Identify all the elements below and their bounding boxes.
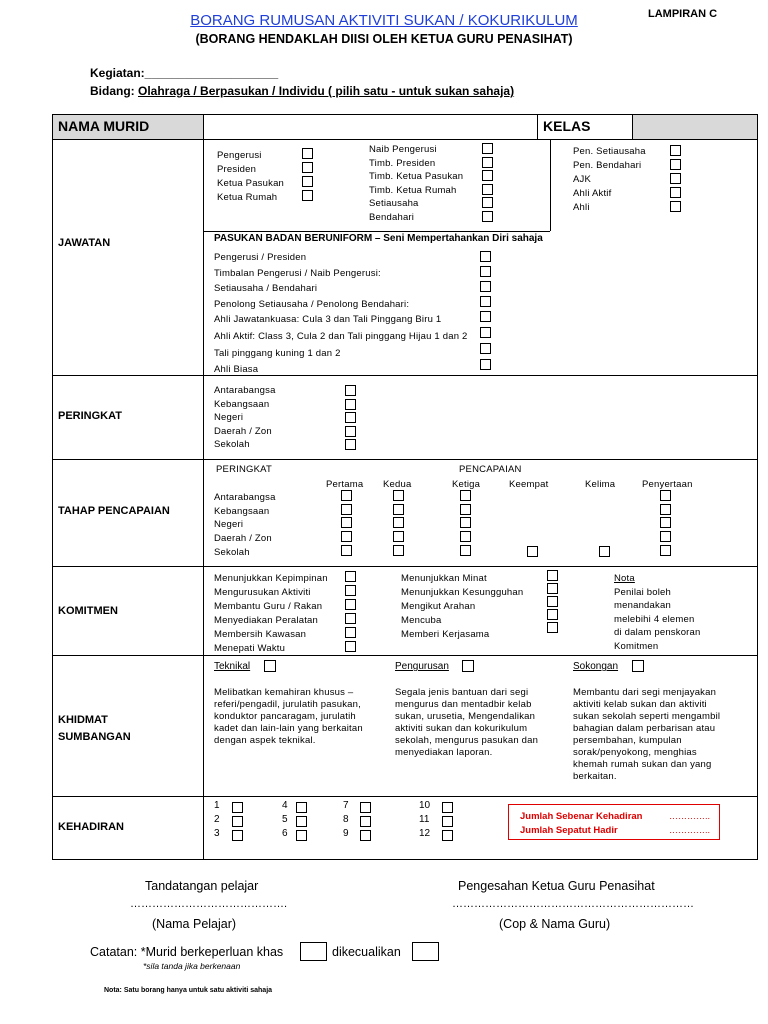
nama-murid-input[interactable] — [205, 116, 535, 137]
checkbox[interactable] — [482, 211, 493, 222]
nota-line: Penilai boleh — [614, 586, 672, 598]
peringkat-list — [214, 385, 276, 453]
komitmen-item: Menunjukkan Kepimpinan — [214, 573, 328, 584]
pengurusan-title: Pengurusan — [395, 661, 449, 672]
desc-line: referi/pengadil, jurulatih pasukan, — [214, 699, 361, 710]
checkbox[interactable] — [296, 816, 307, 827]
jawatan-col1-item: Pengerusi — [217, 150, 262, 161]
kehadiran-number: 8 — [343, 814, 349, 825]
checkbox[interactable] — [547, 596, 558, 607]
teknikal-desc — [214, 687, 363, 747]
kelas-label: KELAS — [543, 118, 591, 134]
pbb-item: Timbalan Pengerusi / Naib Pengerusi: — [214, 267, 381, 279]
col-ketiga: Ketiga — [452, 479, 481, 490]
sokongan-checkbox[interactable] — [632, 660, 644, 672]
kehadiran-number: 3 — [214, 828, 220, 839]
checkbox[interactable] — [480, 343, 491, 354]
nota-footer: Nota: Satu borang hanya untuk satu aktiviti sahaja — [104, 987, 273, 994]
kegiatan-field[interactable]: Kegiatan:____________________ — [90, 66, 279, 80]
col-keempat: Keempat — [509, 479, 549, 490]
desc-line: sukan sekolah seperti mengambil — [573, 711, 721, 722]
cop-nama-label: (Cop & Nama Guru) — [499, 917, 611, 931]
nota-title: Nota — [614, 573, 635, 584]
checkbox[interactable] — [482, 170, 493, 181]
khidmat-label-line2: SUMBANGAN — [58, 731, 131, 743]
checkbox[interactable] — [670, 187, 681, 198]
jawatan-col2-item: Timb. Presiden — [369, 157, 436, 169]
desc-line: kadet dan lain-lain yang berkaitan — [214, 723, 363, 734]
sokongan-title: Sokongan — [573, 661, 619, 672]
checkbox[interactable] — [345, 426, 356, 437]
jawatan-col1-item: Ketua Rumah — [217, 192, 278, 203]
pengurusan-checkbox[interactable] — [462, 660, 474, 672]
checkbox[interactable] — [460, 504, 471, 515]
form-title-text: BORANG RUMUSAN AKTIVITI SUKAN / KOKURIKULUM — [190, 12, 578, 29]
checkbox[interactable] — [393, 490, 404, 501]
checkbox[interactable] — [360, 802, 371, 813]
catatan-label: Catatan: *Murid berkeperluan khas — [90, 945, 284, 959]
checkbox[interactable] — [345, 399, 356, 410]
checkbox[interactable] — [393, 504, 404, 515]
tahap-item: Antarabangsa — [214, 492, 276, 503]
checkbox[interactable] — [480, 327, 491, 338]
sokongan-desc — [573, 687, 720, 783]
jumlah-box — [508, 804, 720, 840]
komitmen-item: Menepati Waktu — [214, 643, 286, 654]
peringkat-item: Antarabangsa — [214, 385, 276, 396]
checkbox[interactable] — [442, 830, 453, 841]
jawatan-col1-item: Presiden — [217, 164, 257, 175]
checkbox[interactable] — [670, 145, 681, 156]
checkbox[interactable] — [345, 613, 356, 624]
checkbox[interactable] — [480, 266, 491, 277]
checkbox[interactable] — [482, 197, 493, 208]
kehadiran-number: 10 — [419, 800, 431, 811]
checkbox[interactable] — [345, 627, 356, 638]
checkbox[interactable] — [393, 517, 404, 528]
checkbox[interactable] — [341, 490, 352, 501]
checkbox[interactable] — [480, 296, 491, 307]
pengurusan-desc — [395, 687, 538, 759]
pbb-item: Ahli Biasa — [214, 364, 259, 375]
checkbox[interactable] — [345, 385, 356, 396]
checkbox[interactable] — [547, 622, 558, 633]
checkbox[interactable] — [393, 545, 404, 556]
signature-line-pelajar[interactable]: ……………………………………. — [130, 898, 288, 910]
checkbox[interactable] — [480, 311, 491, 322]
pbb-item: Ahli Jawatankuasa: Cula 3 dan Tali Pinggang Biru 1 — [214, 314, 442, 325]
kehadiran-number: 12 — [419, 828, 431, 839]
pbb-list — [214, 252, 468, 379]
checkbox[interactable] — [345, 412, 356, 423]
kehadiran-number: 11 — [419, 814, 430, 825]
checkbox[interactable] — [360, 816, 371, 827]
checkbox[interactable] — [460, 531, 471, 542]
desc-line: bahagian dalam perbarisan atau — [573, 723, 716, 734]
tahap-label: TAHAP PENCAPAIAN — [58, 505, 170, 517]
col-kedua: Kedua — [383, 479, 412, 490]
pbb-item: Ahli Aktif: Class 3, Cula 2 dan Tali pinggang Hijau 1 dan 2 — [214, 331, 468, 342]
tahap-item: Sekolah — [214, 546, 250, 558]
col-pertama: Pertama — [326, 479, 364, 490]
jumlah-sepatut-label: Jumlah Sepatut Hadir — [520, 825, 618, 836]
komitmen-item: Memberi Kerjasama — [401, 629, 490, 640]
jawatan-col2-item: Naib Pengerusi — [369, 144, 437, 155]
checkbox[interactable] — [660, 517, 671, 528]
jawatan-col2-item: Bendahari — [369, 211, 415, 223]
pbb-item: Penolong Setiausaha / Penolong Bendahari: — [214, 298, 410, 310]
checkbox[interactable] — [232, 816, 243, 827]
tahap-list — [214, 492, 276, 560]
khidmat-label-line1: KHIDMAT — [58, 714, 108, 726]
tahap-item: Negeri — [214, 519, 244, 531]
nota-box — [614, 573, 701, 654]
jawatan-col3-item: Ahli Aktif — [573, 188, 612, 199]
kehadiran-number: 5 — [282, 814, 288, 825]
jawatan-label: JAWATAN — [58, 237, 111, 249]
peringkat-item: Sekolah — [214, 439, 250, 450]
bidang-label: Bidang: — [90, 84, 138, 98]
tahap-item: Daerah / Zon — [214, 533, 272, 545]
khidmat-label — [58, 712, 131, 746]
checkbox[interactable] — [670, 173, 681, 184]
desc-line: mengurus dan mentadbir kelab — [395, 699, 532, 710]
desc-line: aktiviti kelab sukan dan aktiviti — [573, 699, 707, 710]
checkbox[interactable] — [480, 359, 491, 370]
pbb-item: Tali pinggang kuning 1 dan 2 — [214, 348, 341, 359]
pbb-item: Setiausaha / Bendahari — [214, 283, 318, 294]
checkbox[interactable] — [547, 570, 558, 581]
kehadiran-number: 9 — [343, 828, 349, 839]
komitmen-item: Membersih Kawasan — [214, 629, 307, 640]
desc-line: sukan, urusetia, Mengendalikan — [395, 711, 536, 722]
checkbox[interactable] — [232, 830, 243, 841]
checkbox[interactable] — [345, 599, 356, 610]
komitmen-item: Mencuba — [401, 615, 442, 626]
checkbox[interactable] — [296, 830, 307, 841]
checkbox[interactable] — [460, 490, 471, 501]
desc-line: khemah rumah sukan dan yang — [573, 759, 712, 770]
checkbox[interactable] — [393, 531, 404, 542]
form-subtitle: (BORANG HENDAKLAH DIISI OLEH KETUA GURU PENASIHAT) — [195, 32, 573, 46]
kehadiran-number: 6 — [282, 828, 288, 839]
komitmen-item: Menunjukkan Kesungguhan — [401, 587, 524, 598]
checkbox[interactable] — [527, 546, 538, 557]
nota-line: menandakan — [614, 600, 671, 611]
checkbox[interactable] — [660, 531, 671, 542]
komitmen-item: Menunjukkan Minat — [401, 573, 487, 584]
bidang-field[interactable] — [90, 84, 514, 98]
nota-line: melebihi 4 elemen — [614, 613, 695, 625]
checkbox[interactable] — [547, 609, 558, 620]
checkbox[interactable] — [660, 504, 671, 515]
jawatan-col3-item: AJK — [573, 174, 592, 185]
checkbox[interactable] — [302, 190, 313, 201]
jawatan-col2-item: Timb. Ketua Pasukan — [369, 171, 464, 182]
checkbox[interactable] — [670, 159, 681, 170]
desc-line: Segala jenis bantuan dari segi — [395, 687, 529, 698]
komitmen-col2 — [401, 573, 523, 643]
komitmen-label: KOMITMEN — [58, 605, 118, 617]
komitmen-item: Mengurusukan Aktiviti — [214, 587, 311, 598]
jawatan-col2-item: Timb. Ketua Rumah — [369, 184, 457, 196]
checkbox[interactable] — [547, 583, 558, 594]
komitmen-item: Membantu Guru / Rakan — [214, 601, 323, 612]
checkbox[interactable] — [345, 585, 356, 596]
tahap-peringkat-header: PERINGKAT — [216, 464, 272, 475]
desc-line: menyediakan laporan. — [395, 747, 493, 758]
kehadiran-grid — [214, 800, 474, 844]
checkbox[interactable] — [341, 545, 352, 556]
pbb-title: PASUKAN BADAN BERUNIFORM – Seni Mempertahankan Diri sahaja — [214, 233, 543, 244]
tahap-pencapaian-header: PENCAPAIAN — [459, 464, 522, 475]
checkbox[interactable] — [360, 830, 371, 841]
checkbox[interactable] — [302, 162, 313, 173]
desc-line: sekolah, mengurus pasukan dan — [395, 735, 539, 746]
checkbox[interactable] — [341, 531, 352, 542]
checkbox[interactable] — [460, 517, 471, 528]
kehadiran-number: 2 — [214, 814, 220, 825]
komitmen-col1 — [214, 573, 328, 657]
tandatangan-label: Tandatangan pelajar — [145, 879, 259, 893]
desc-line: Melibatkan kemahiran khusus – — [214, 687, 354, 698]
checkbox[interactable] — [480, 281, 491, 292]
teknikal-checkbox[interactable] — [264, 660, 276, 672]
nota-line: di dalam penskoran — [614, 627, 701, 638]
dikecualikan-checkbox[interactable] — [412, 942, 439, 961]
jawatan-col2 — [369, 144, 463, 225]
sila-tanda-note: *sila tanda jika berkenaan — [143, 961, 241, 971]
col-penyertaan: Penyertaan — [642, 479, 693, 490]
teknikal-title: Teknikal — [214, 661, 251, 672]
desc-line: berkaitan. — [573, 771, 617, 782]
komitmen-item: Menyediakan Peralatan — [214, 615, 319, 626]
nama-pelajar-label: (Nama Pelajar) — [152, 917, 237, 931]
checkbox[interactable] — [296, 802, 307, 813]
desc-line: konduktor pancaragam, jurulatih — [214, 711, 356, 722]
dikecualikan-label: dikecualikan — [332, 945, 401, 959]
checkbox[interactable] — [302, 148, 313, 159]
peringkat-item: Kebangsaan — [214, 398, 270, 410]
checkbox[interactable] — [302, 176, 313, 187]
kehadiran-number: 4 — [282, 800, 288, 811]
desc-line: sorak/penyokong, menghias — [573, 747, 697, 758]
checkbox[interactable] — [345, 641, 356, 652]
checkbox[interactable] — [480, 251, 491, 262]
checkbox[interactable] — [482, 184, 493, 195]
desc-line: aktiviti sukan dan kokurikulum — [395, 723, 528, 734]
pengesahan-label: Pengesahan Ketua Guru Penasihat — [458, 879, 655, 893]
jawatan-col3-item: Ahli — [573, 202, 590, 213]
checkbox[interactable] — [599, 546, 610, 557]
nama-murid-label: NAMA MURID — [58, 118, 150, 134]
tahap-item: Kebangsaan — [214, 505, 270, 517]
desc-line: Membantu dari segi menjayakan — [573, 687, 717, 698]
checkbox[interactable] — [660, 490, 671, 501]
checkbox[interactable] — [442, 802, 453, 813]
peringkat-label: PERINGKAT — [58, 410, 122, 422]
checkbox[interactable] — [482, 143, 493, 154]
checkbox[interactable] — [442, 816, 453, 827]
jawatan-col2-item: Setiausaha — [369, 198, 419, 209]
checkbox[interactable] — [460, 545, 471, 556]
kehadiran-number: 7 — [343, 800, 349, 811]
peringkat-item: Daerah / Zon — [214, 425, 272, 437]
jawatan-col3 — [573, 146, 646, 216]
jawatan-col3-item: Pen. Bendahari — [573, 160, 642, 171]
col-kelima: Kelima — [585, 479, 616, 490]
checkbox[interactable] — [232, 802, 243, 813]
checkbox[interactable] — [670, 201, 681, 212]
jumlah-sebenar-dots[interactable]: ………….. — [669, 811, 711, 821]
lampiran-label: LAMPIRAN C — [648, 8, 718, 20]
nota-line: Komitmen — [614, 640, 659, 652]
jumlah-sepatut-dots[interactable]: ………….. — [669, 825, 711, 835]
kehadiran-number: 1 — [214, 800, 220, 811]
checkbox[interactable] — [660, 545, 671, 556]
pbb-item: Pengerusi / Presiden — [214, 252, 307, 263]
checkbox[interactable] — [341, 504, 352, 515]
desc-line: persembahan, kumpulan — [573, 735, 682, 746]
desc-line: dengan aspek teknikal. — [214, 735, 316, 746]
checkbox[interactable] — [341, 517, 352, 528]
jawatan-col1-item: Ketua Pasukan — [217, 178, 285, 189]
bidang-value: Olahraga / Berpasukan / Individu ( pilih satu - untuk sukan sahaja) — [138, 84, 515, 98]
jawatan-col1 — [217, 150, 284, 206]
jawatan-col3-item: Pen. Setiausaha — [573, 146, 646, 157]
checkbox[interactable] — [345, 571, 356, 582]
checkbox[interactable] — [345, 439, 356, 450]
jumlah-sebenar-label: Jumlah Sebenar Kehadiran — [520, 811, 643, 822]
komitmen-item: Mengikut Arahan — [401, 601, 476, 612]
khas-checkbox[interactable] — [300, 942, 327, 961]
checkbox[interactable] — [482, 157, 493, 168]
peringkat-item: Negeri — [214, 412, 244, 423]
signature-line-guru[interactable]: ………………………………………………………… — [452, 898, 694, 910]
kehadiran-label: KEHADIRAN — [58, 821, 124, 833]
